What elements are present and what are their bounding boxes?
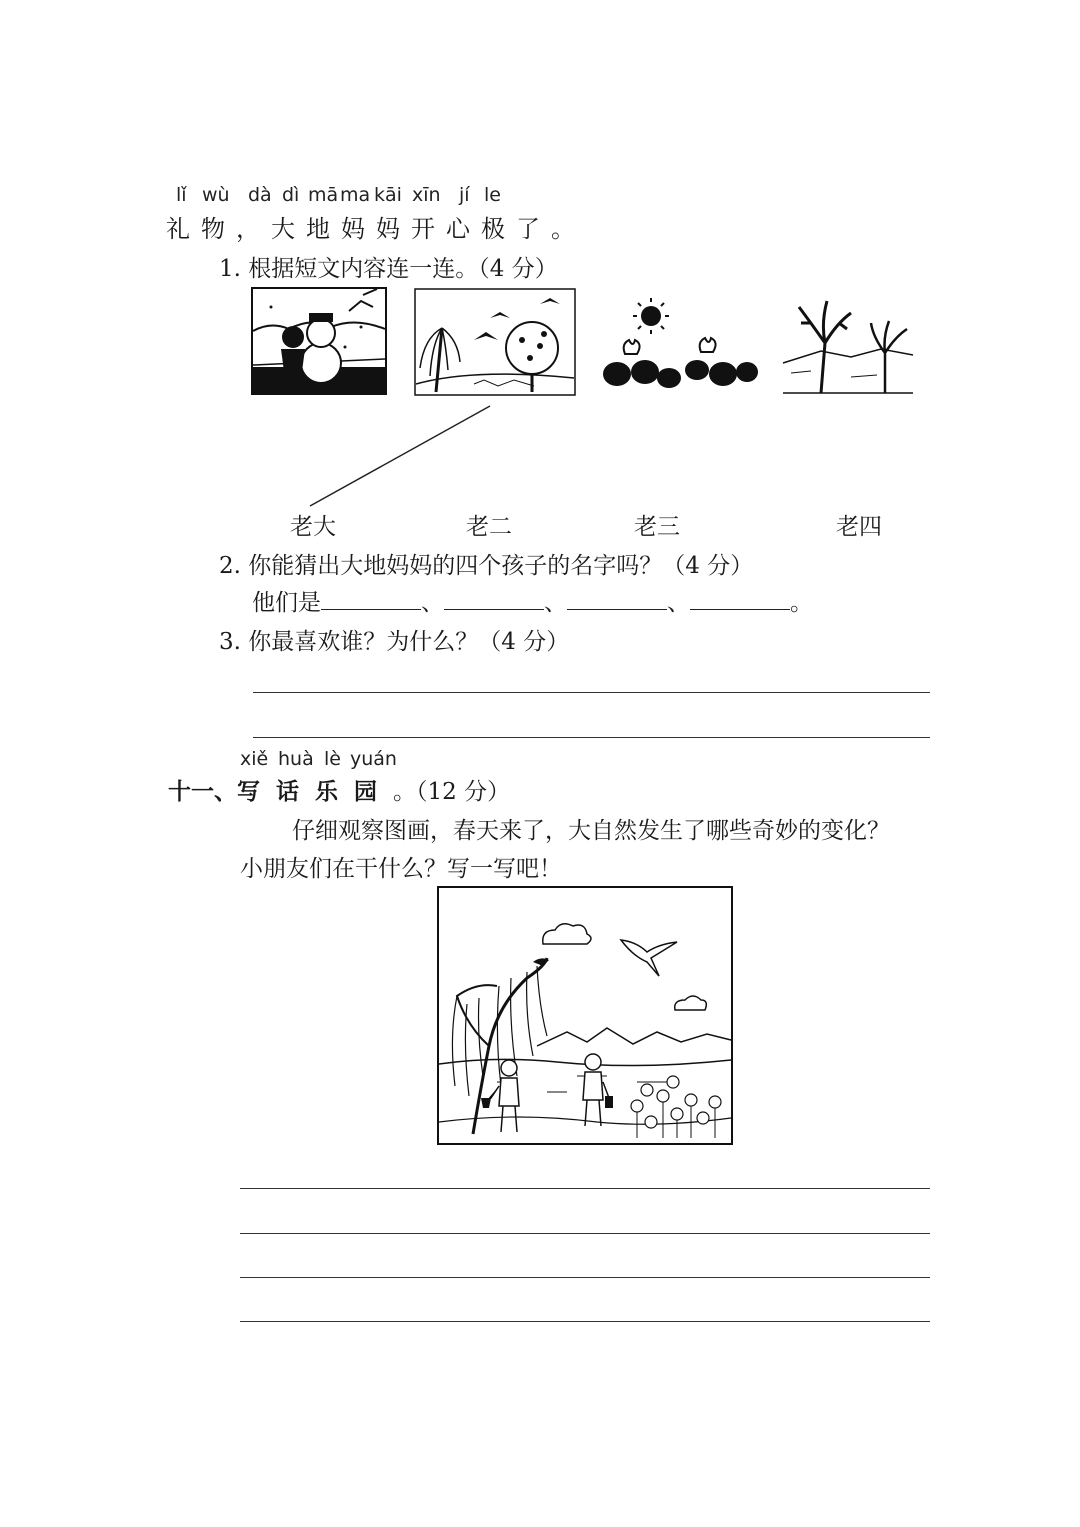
pinyin-syllable: jí [459, 184, 470, 206]
answer-blank-4[interactable] [690, 589, 790, 610]
season-picture-1[interactable] [251, 287, 387, 395]
label-laosi: 老四 [836, 514, 882, 540]
winter-snowman-icon [251, 287, 387, 395]
spring-willow-swallows-icon [414, 288, 576, 396]
autumn-bare-trees-icon [781, 293, 915, 395]
label-laosan: 老三 [634, 514, 680, 540]
writing-line-4[interactable] [240, 1321, 930, 1322]
question-3: 3. 你最喜欢谁？为什么？（4 分） [219, 629, 570, 655]
answer-blank-2[interactable] [444, 589, 544, 610]
pinyin-syllable: dì [282, 184, 300, 206]
section-number: 十一、 [168, 778, 237, 805]
question-2: 2. 你能猜出大地妈妈的四个孩子的名字吗？（4 分） [219, 553, 754, 579]
answer-end: 。 [790, 590, 813, 616]
matching-line [300, 400, 500, 512]
separator: 、 [667, 590, 690, 616]
passage-ending-text: 礼物，大地妈妈开心极了。 [166, 215, 586, 243]
separator: 、 [421, 590, 444, 616]
pinyin-syllable: lǐ [176, 184, 187, 206]
pinyin-syllable: xiě [240, 748, 269, 770]
pinyin-syllable: kāi [374, 184, 402, 206]
pinyin-syllable: yuán [350, 748, 397, 770]
answer-prefix: 他们是 [252, 590, 321, 616]
separator: 、 [544, 590, 567, 616]
section-title: 写话乐园 [237, 778, 393, 805]
section-score: 。（12 分） [393, 779, 511, 805]
answer-line-2[interactable] [253, 737, 930, 738]
season-picture-2[interactable] [414, 288, 576, 396]
answer-blank-3[interactable] [567, 589, 667, 610]
spring-scene-picture [437, 886, 733, 1145]
label-laoda: 老大 [290, 514, 336, 540]
pinyin-syllable: ma [340, 184, 371, 206]
writing-line-3[interactable] [240, 1277, 930, 1278]
pinyin-syllable: huà [278, 748, 314, 770]
summer-lotus-sun-icon [601, 292, 759, 392]
pinyin-syllable: le [484, 184, 501, 206]
section-heading [168, 773, 510, 806]
question-1: 1. 根据短文内容连一连。（4 分） [219, 256, 558, 282]
pinyin-syllable: mā [308, 184, 339, 206]
pinyin-syllable: wù [202, 184, 230, 206]
label-laoer: 老二 [466, 514, 512, 540]
pinyin-syllable: lè [324, 748, 341, 770]
section-pinyin-row [240, 748, 420, 772]
pinyin-syllable: xīn [412, 184, 441, 206]
pinyin-syllable: dà [248, 184, 272, 206]
answer-blank-1[interactable] [321, 589, 421, 610]
writing-line-2[interactable] [240, 1233, 930, 1234]
answer-line-1[interactable] [253, 692, 930, 693]
season-picture-4[interactable] [781, 293, 915, 395]
instruction-line-2: 小朋友们在干什么？写一写吧！ [240, 856, 562, 882]
writing-line-1[interactable] [240, 1188, 930, 1189]
instruction-line-1: 仔细观察图画，春天来了，大自然发生了哪些奇妙的变化？ [292, 818, 890, 844]
passage-pinyin-row [172, 184, 532, 208]
season-picture-3[interactable] [601, 292, 759, 392]
spring-scene-illustration-icon [437, 886, 733, 1145]
answer-row [252, 584, 813, 617]
